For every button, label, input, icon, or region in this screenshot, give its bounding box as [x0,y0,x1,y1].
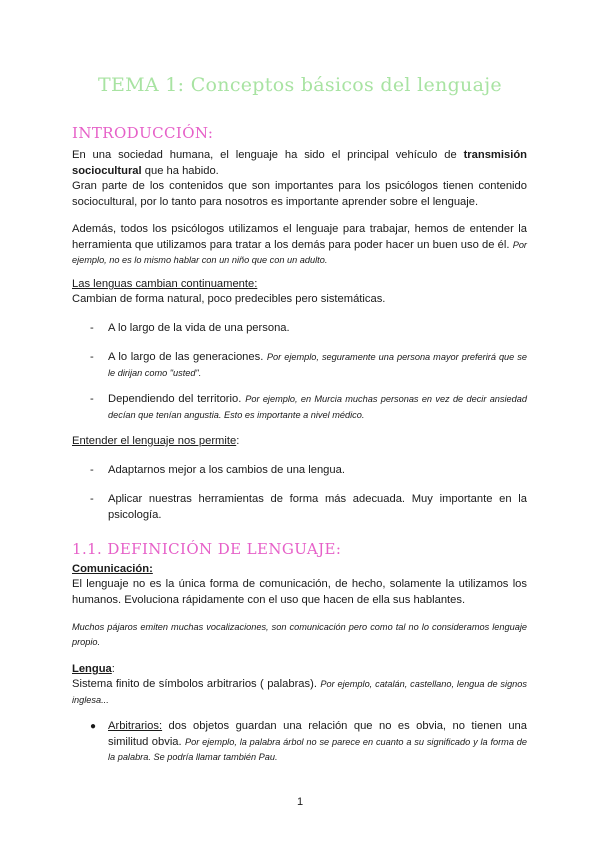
example-text: Por ejemplo, catalán, castellano, lengua de signos inglesa... [72,679,527,705]
example-text: Por ejemplo, la palabra árbol no se parece en cuanto a su significado y la forma de la palabra. Se podría llamar también Pau. [108,736,527,762]
bullet-icon: ● [90,721,97,732]
document-page: TEMA 1: Conceptos básicos del lenguaje INTRODUCCIÓN: En una sociedad humana, el lenguaje ha sido el principal vehículo de transmisión sociocultural que ha habido. Gran parte de los contenidos que son importantes para los psicólogos tienen contenido sociocultural, por lo tanto para nosotros es importante aprender sobre el lenguaje. Además, todos los psicólogos utilizamos el lenguaje para trabajar, hemos de entender la herramienta que utilizamos para tratar a los demás para poder hacer un buen uso de él. Por ejemplo, no es lo mismo hablar con un niño que con un adulto. Las lenguas cambian continuamente: Cambian de forma natural, poco predecibles pero sistemáticas. - A lo largo de la vida de una persona. - A lo largo de las generaciones. Por ejemplo, seguramente una persona mayor preferirá que se le dirijan como "usted". - Dependiendo del territorio. Por ejemplo, en Murcia muchas personas en vez de decir ansiedad decían que tenían angustia. Esto es importante a nivel médico. Entender el lenguaje nos permite: - Adaptarnos mejor a los cambios de una lengua. - Aplicar nuestras herramientas de forma más adecuada. Muy importante en la psicología. 1.1. DEFINICIÓN DE LENGUAJE: Comunicación: El lenguaje no es la única forma de comunicación, de hecho, solamente la utilizamos los humanos. Evoluciona rápidamente con el uso que hacen de ella sus hablantes. Muchos pájaros emiten muchas vocalizaciones, son comunicación pero como tal no lo consideramos lenguaje propio. Lengua: Sistema finito de símbolos arbitrarios ( palabras). Por ejemplo, catalán, castellano, lengua de signos inglesa... ● Arbitrarios: dos objetos guardan una relación que no es obvia, no tienen una similitud obvia. Por ejemplo, la palabra árbol no se parece en cuanto a su significado y la forma de la palabra. Se podría llamar también Pau. 1 [0,0,600,848]
page-number: 1 [296,796,304,808]
lengua-label: Lengua: [72,663,115,675]
communication-label: Comunicación: [72,563,153,575]
communication-paragraph: El lenguaje no es la única forma de comunicación, de hecho, solamente la utilizamos los humanos. Evoluciona rápidamente con el uso que hacen de ella sus hablantes. [72,578,527,606]
lengua-paragraph: Sistema finito de símbolos arbitrarios ( palabras). Por ejemplo, catalán, castellano, lengua de signos inglesa... [72,678,527,705]
change-description: Cambian de forma natural, poco predecibles pero sistemáticas. [72,293,386,305]
example-text: Por ejemplo, no es lo mismo hablar con un niño que con un adulto. [72,239,527,265]
example-text: Por ejemplo, seguramente una persona mayor preferirá que se le dirijan como "usted". [108,352,528,378]
intro-paragraph-1: En una sociedad humana, el lenguaje ha sido el principal vehículo de transmisión sociocultural que ha habido. [72,149,527,177]
birds-example: Muchos pájaros emiten muchas vocalizaciones, son comunicación pero como tal no lo consideramos lenguaje propio. [72,622,527,647]
intro-paragraph-3: Además, todos los psicólogos utilizamos el lenguaje para trabajar, hemos de entender la herramienta que utilizamos para tratar a los demás para poder hacer un buen uso de él. Por ejemplo, no es lo mismo hablar con un niño que con un adulto. [72,223,527,265]
example-text: Por ejemplo, en Murcia muchas personas en vez de decir ansiedad decían que tenían angustia. Esto es importante a nivel médico. [108,394,527,420]
change-heading: Las lenguas cambian continuamente: [72,278,258,290]
bold-term: transmisión sociocultural [72,149,527,177]
allows-heading: Entender el lenguaje nos permite: [72,435,240,447]
document-title: TEMA 1: Conceptos básicos del lenguaje [98,74,502,96]
section-heading: 1.1. DEFINICIÓN DE LENGUAJE: [72,540,342,558]
intro-heading: INTRODUCCIÓN: [72,124,214,142]
intro-paragraph-2: Gran parte de los contenidos que son importantes para los psicólogos tienen contenido sociocultural, por lo tanto para nosotros es importante aprender sobre el lenguaje. [72,180,527,208]
